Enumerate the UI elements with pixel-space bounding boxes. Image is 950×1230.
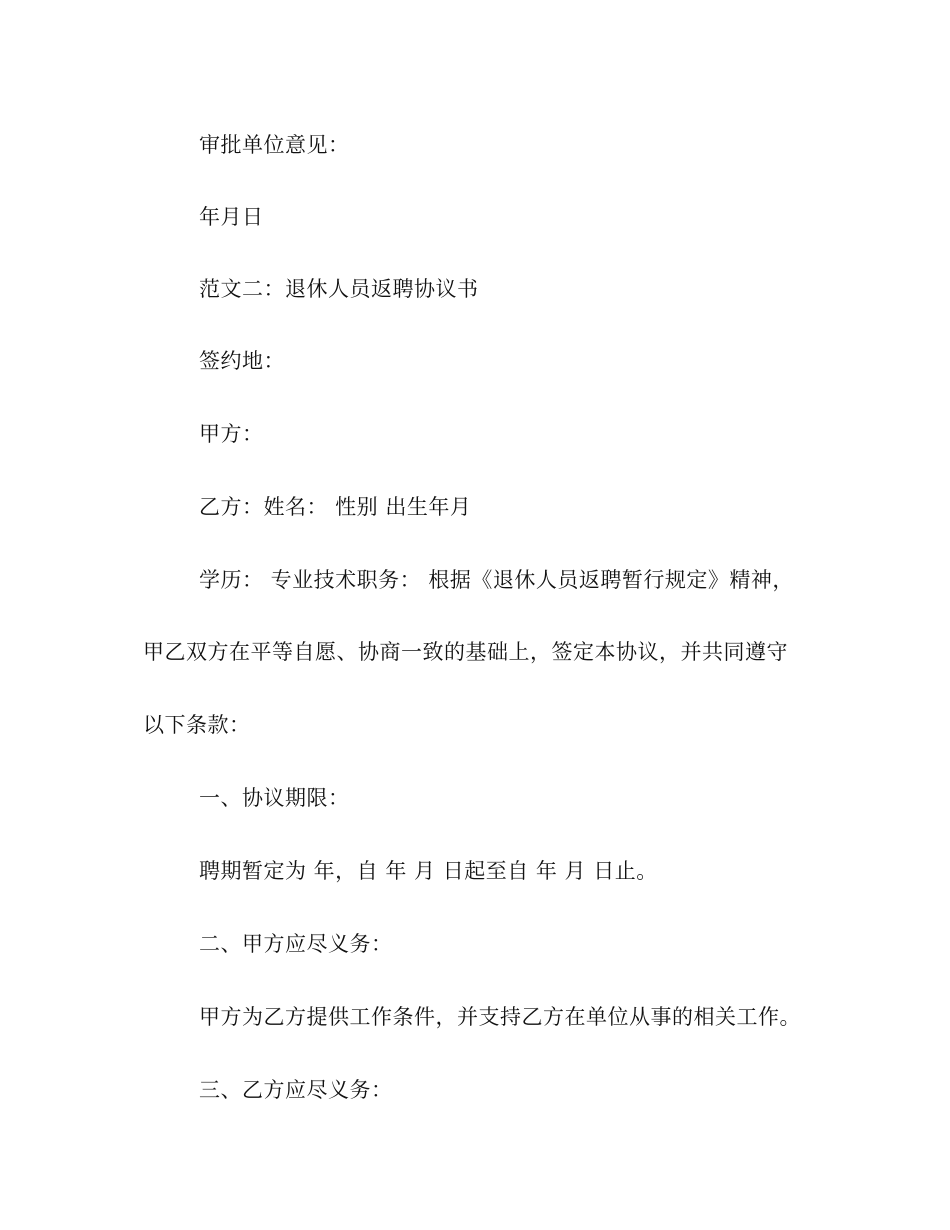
party-b-line: 乙方：姓名： 性别 出生年月 [199,495,472,519]
date-line: 年月日 [199,205,264,229]
party-a-line: 甲方： [199,422,264,446]
sample-title-line: 范文二：退休人员返聘协议书 [199,277,479,301]
education-line: 学历： 专业技术职务： 根据《退休人员返聘暂行规定》精神， [199,568,794,592]
body-paragraph-line: 甲乙双方在平等自愿、协商一致的基础上，签定本协议，并共同遵守 [143,640,788,664]
body-paragraph-line: 以下条款： [143,713,251,737]
section-heading-party-a-duties: 二、甲方应尽义务： [199,932,393,956]
approval-opinion-line: 审批单位意见： [199,133,350,157]
term-detail-line: 聘期暂定为 年，自 年 月 日起至自 年 月 日止。 [199,859,658,883]
signing-place-line: 签约地： [199,349,285,373]
section-heading-party-b-duties: 三、乙方应尽义务： [199,1078,393,1102]
section-heading-term: 一、协议期限： [199,786,350,810]
party-a-duties-line: 甲方为乙方提供工作条件，并支持乙方在单位从事的相关工作。 [199,1005,801,1029]
